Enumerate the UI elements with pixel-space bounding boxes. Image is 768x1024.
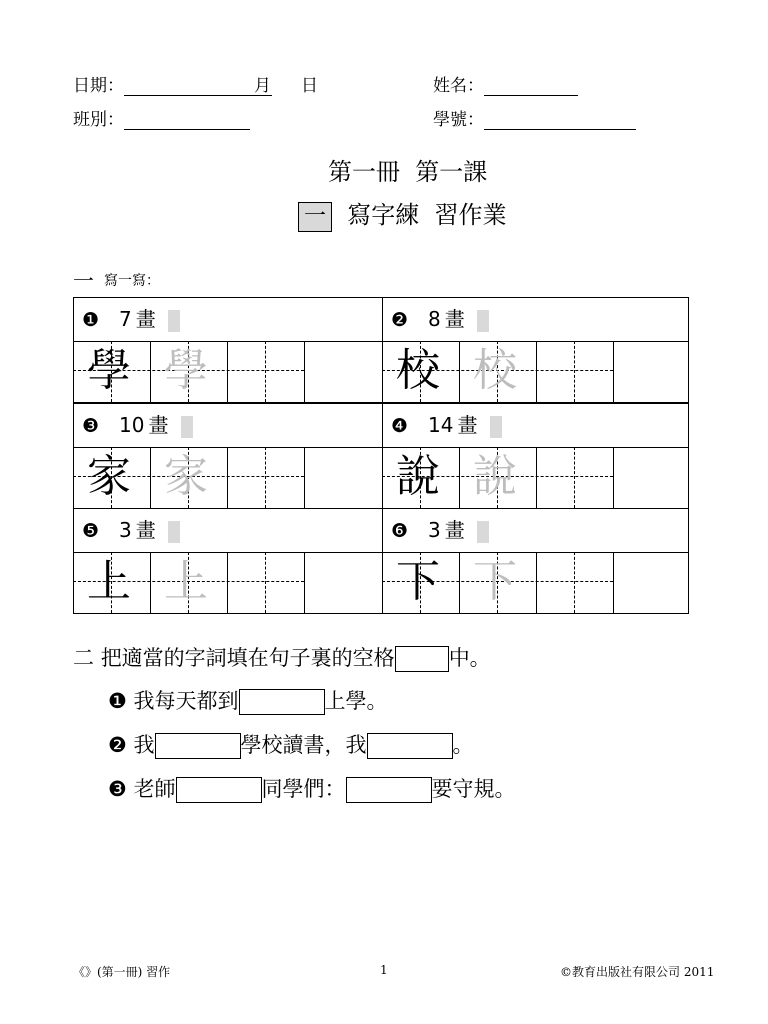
student-number-label: 學號： xyxy=(433,110,484,130)
answer-box-q2a[interactable] xyxy=(155,733,241,759)
item-number: ❺ xyxy=(82,520,100,542)
subtitle-boxed-char: 一 xyxy=(298,202,332,232)
section1-label: 寫一寫： xyxy=(104,273,160,289)
stroke-count-label xyxy=(391,520,489,543)
stroke-measure: 畫 xyxy=(457,413,478,437)
stroke-count-label xyxy=(82,309,180,332)
subtitle-part-a: 寫字練 xyxy=(347,201,420,229)
stroke-measure: 畫 xyxy=(444,518,465,542)
q2-text-a: 我 xyxy=(133,733,155,757)
box-divider xyxy=(227,341,228,402)
question-1 xyxy=(108,687,388,715)
trace-character: 學 xyxy=(164,345,208,396)
item-number: ❷ xyxy=(391,309,409,331)
title-book: 第一冊 xyxy=(328,158,400,186)
box-divider xyxy=(613,552,614,613)
box-divider xyxy=(459,447,460,508)
answer-box-q2b[interactable] xyxy=(367,733,453,759)
highlighted-stroke xyxy=(168,521,180,543)
date-label: 日期： xyxy=(73,76,124,96)
page-subtitle xyxy=(298,195,507,232)
box-divider xyxy=(536,447,537,508)
model-character: 上 xyxy=(87,556,131,607)
highlighted-stroke xyxy=(477,521,489,543)
stroke-count-label xyxy=(82,415,193,438)
box-divider xyxy=(459,552,460,613)
trace-character: 家 xyxy=(164,451,208,502)
answer-box-q1[interactable] xyxy=(239,689,325,715)
section2-prompt-end: 中。 xyxy=(448,646,491,670)
box-divider xyxy=(227,447,228,508)
box-divider xyxy=(150,552,151,613)
box-divider xyxy=(459,341,460,402)
q1-text-b: 上學。 xyxy=(324,689,388,713)
date-field xyxy=(73,76,272,96)
question-3 xyxy=(108,775,516,803)
guide-line-vertical xyxy=(265,447,266,508)
q3-text-a: 老師 xyxy=(133,777,176,801)
footer-left: 《》(第一冊) 習作 xyxy=(73,965,171,979)
date-line[interactable] xyxy=(124,81,272,96)
model-character: 家 xyxy=(87,451,131,502)
guide-line-vertical xyxy=(574,447,575,508)
section1-marker: 一 xyxy=(73,269,94,293)
stroke-measure: 畫 xyxy=(135,307,156,331)
stroke-count-label xyxy=(391,309,489,332)
stroke-count: 3 xyxy=(119,518,132,542)
trace-character: 下 xyxy=(473,556,517,607)
page-number: 1 xyxy=(380,963,388,977)
model-character: 說 xyxy=(396,451,440,502)
trace-character: 校 xyxy=(473,345,517,396)
name-line[interactable] xyxy=(484,81,578,96)
question-2 xyxy=(108,731,474,759)
q2-text-b: 學校讀書，我 xyxy=(240,733,367,757)
page-title xyxy=(328,152,487,187)
box-divider xyxy=(150,447,151,508)
model-character: 校 xyxy=(396,345,440,396)
box-divider xyxy=(536,341,537,402)
q3-number: ❸ xyxy=(108,777,127,801)
guide-line-vertical xyxy=(574,341,575,402)
month-label: 月 xyxy=(254,76,271,96)
q1-number: ❶ xyxy=(108,689,127,713)
title-lesson: 第一課 xyxy=(415,158,488,186)
highlighted-stroke xyxy=(181,416,193,438)
item-number: ❸ xyxy=(82,415,100,437)
writing-grid xyxy=(73,297,689,613)
stroke-count: 8 xyxy=(428,307,441,331)
stroke-count: 3 xyxy=(428,518,441,542)
trace-character: 說 xyxy=(473,451,517,502)
q2-text-c: 。 xyxy=(452,733,474,757)
q3-text-b: 同學們： xyxy=(261,777,346,801)
item-number: ❻ xyxy=(391,520,409,542)
highlighted-stroke xyxy=(477,310,489,332)
name-label: 姓名： xyxy=(433,76,484,96)
box-divider xyxy=(613,447,614,508)
answer-box-prompt[interactable] xyxy=(395,646,449,672)
footer-copyright: ©教育出版社有限公司 2011 xyxy=(560,965,715,979)
stroke-count: 7 xyxy=(119,307,132,331)
box-divider xyxy=(613,341,614,402)
stroke-measure: 畫 xyxy=(135,518,156,542)
section2-prompt xyxy=(73,644,491,672)
box-divider xyxy=(304,341,305,402)
q1-text-a: 我每天都到 xyxy=(133,689,239,713)
box-divider xyxy=(304,552,305,613)
stroke-count: 10 xyxy=(119,413,145,437)
day-label: 日 xyxy=(301,76,318,96)
stroke-count: 14 xyxy=(428,413,454,437)
box-divider xyxy=(227,552,228,613)
box-divider xyxy=(150,341,151,402)
student-number-field xyxy=(433,110,636,130)
subtitle-part-b: 習作業 xyxy=(434,201,507,229)
model-character: 下 xyxy=(396,556,440,607)
answer-box-q3a[interactable] xyxy=(176,777,262,803)
model-character: 學 xyxy=(87,345,131,396)
class-field xyxy=(73,110,250,130)
item-number: ❶ xyxy=(82,309,100,331)
box-divider xyxy=(304,447,305,508)
highlighted-stroke xyxy=(168,310,180,332)
q3-text-c: 要守規。 xyxy=(431,777,516,801)
student-number-line[interactable] xyxy=(484,115,636,130)
stroke-count-label xyxy=(82,520,180,543)
item-number: ❹ xyxy=(391,415,409,437)
guide-line-vertical xyxy=(265,552,266,613)
name-field xyxy=(433,76,578,96)
class-label: 班別： xyxy=(73,110,124,130)
highlighted-stroke xyxy=(490,416,502,438)
section2-prompt-text: 把適當的字詞填在句子裏的空格 xyxy=(100,646,395,670)
guide-line-vertical xyxy=(574,552,575,613)
stroke-measure: 畫 xyxy=(444,307,465,331)
q2-number: ❷ xyxy=(108,733,127,757)
trace-character: 上 xyxy=(164,556,208,607)
section2-marker: 二 xyxy=(73,646,94,670)
stroke-count-label xyxy=(391,415,502,438)
stroke-measure: 畫 xyxy=(148,413,169,437)
class-line[interactable] xyxy=(124,115,250,130)
guide-line-vertical xyxy=(265,341,266,402)
box-divider xyxy=(536,552,537,613)
answer-box-q3b[interactable] xyxy=(346,777,432,803)
